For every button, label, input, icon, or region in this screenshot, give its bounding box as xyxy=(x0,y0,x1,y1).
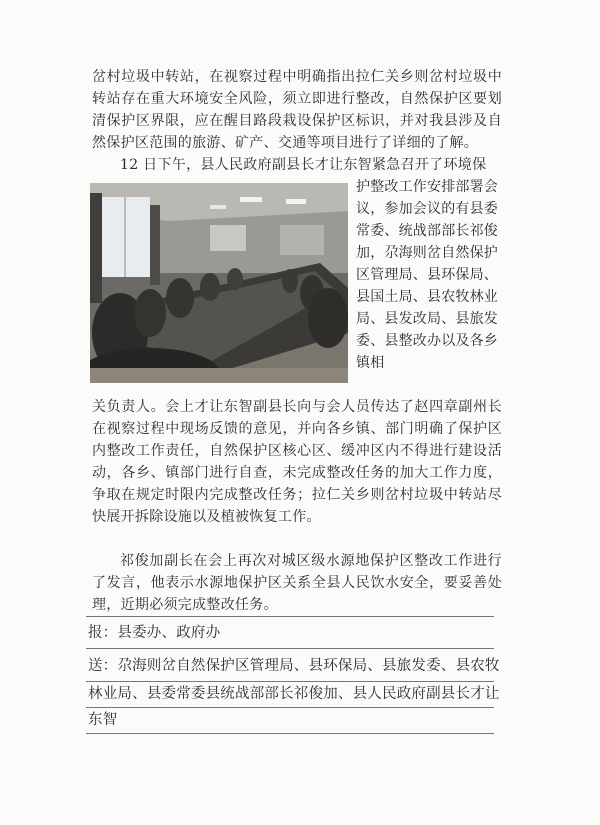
meeting-photo xyxy=(90,183,348,383)
divider-bottom xyxy=(86,733,494,734)
paragraph-site-inspection: 岔村垃圾中转站，在视察过程中明确指出拉仁关乡则岔村垃圾中转站存在重大环境安全风险，须立即进行整改，自然保护区要划清保护区界限，应在醒目路段栽设保护区标识，并对我县涉及自然保护区范围的旅游、矿产、交通等项目进行了详细的了解。 xyxy=(92,69,502,151)
send-to-line-3: 东智 xyxy=(88,712,118,728)
meeting-room-photo-icon xyxy=(90,183,348,383)
send-to-line-1: 送：尕海则岔自然保护区管理局、县环保局、县旅发委、县农牧 xyxy=(88,658,500,674)
paragraph-water-source: 祁俊加副长在会上再次对城区级水源地保护区整改工作进行了发言，他表示水源地保护区关系全县人民饮水安全，要妥善处理，近期必须完成整改任务。 xyxy=(92,553,502,613)
divider-send-1 xyxy=(86,681,494,682)
paragraph-meeting-lead: 12 日下午，县人民政府副县长才让东智紧急召开了环境保 xyxy=(120,157,487,173)
report-to-line: 报：县委办、政府办 xyxy=(88,625,221,641)
divider-top xyxy=(86,616,494,617)
paragraph-meeting-details: 关负责人。会上才让东智副县长向与会人员传达了赵四章副州长在视察过程中现场反馈的意见，并向各乡镇、部门明确了保护区内整改工作责任，自然保护区核心区、缓冲区内不得进行建设活动，各乡、镇部门进行自查，未完成整改任务的加大工作力度，争取在规定时限内完成整改任务；拉仁关乡则岔村垃圾中转站尽快展开拆除设施以及植被恢复工作。 xyxy=(92,399,502,525)
divider-send-2 xyxy=(86,707,494,708)
send-to-line-2: 林业局、县委常委县统战部部长祁俊加、县人民政府副县长才让 xyxy=(88,686,500,702)
divider-report xyxy=(86,648,494,649)
paragraph-meeting-attendees: 护整改工作安排部署会议，参加会议的有县委常委、统战部部长祁俊加，尕海则岔自然保护区管理局、县环保局、县国土局、县农牧林业局、县发改局、县旅发委、县整改办以及各乡镇相 xyxy=(356,179,498,371)
